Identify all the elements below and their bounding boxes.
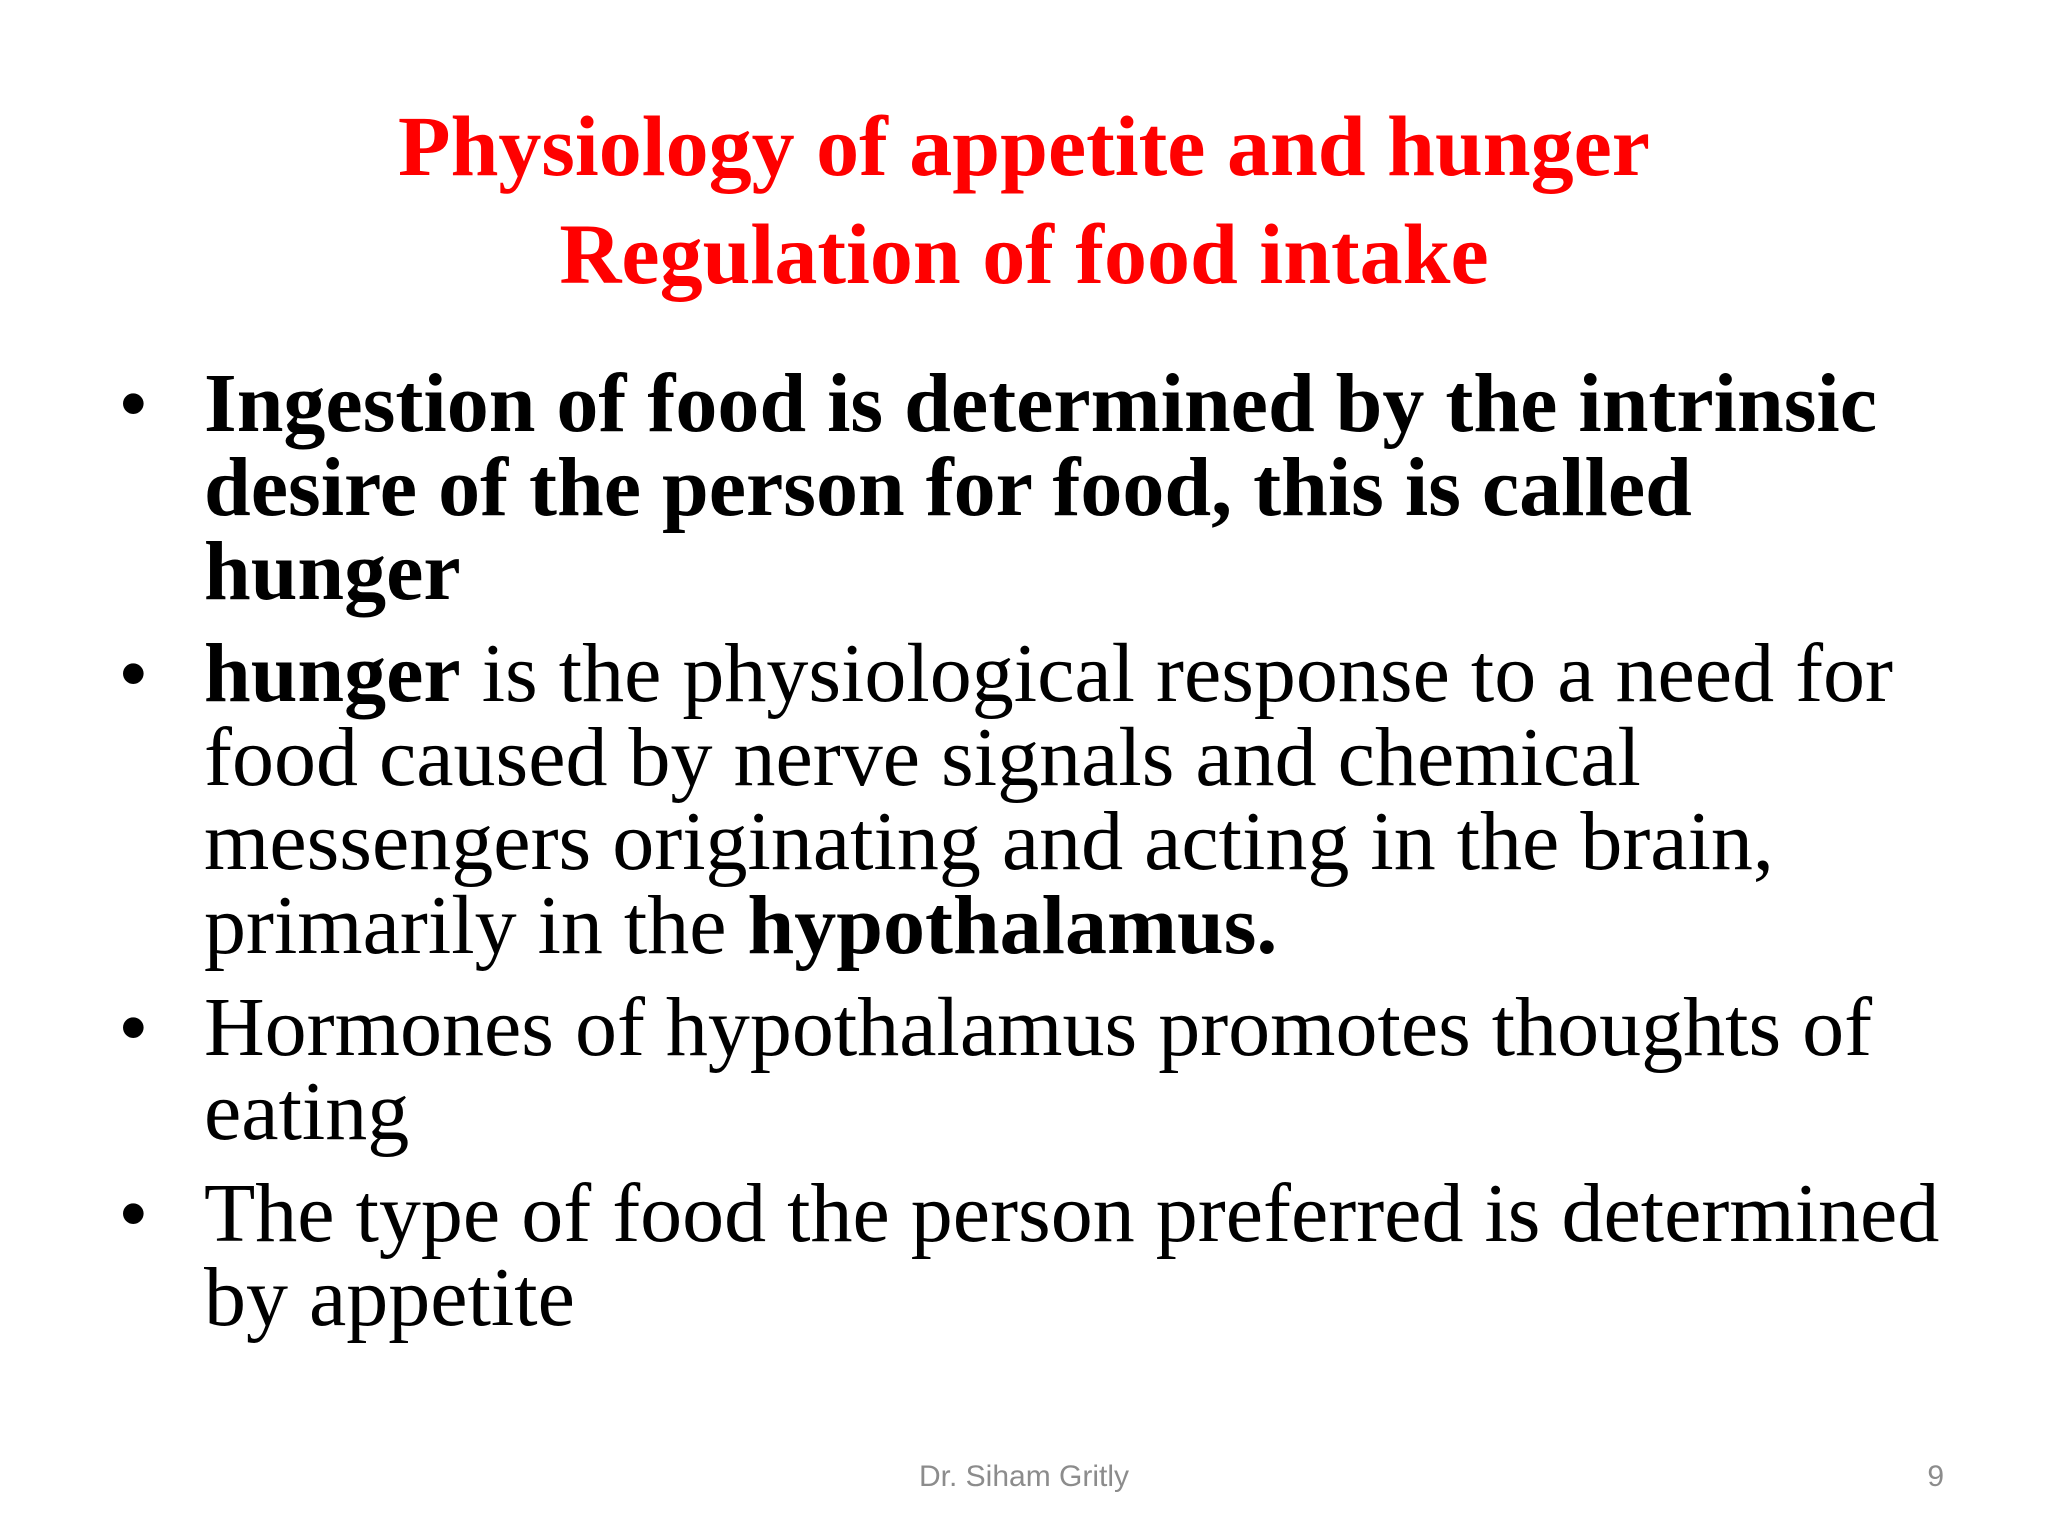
bullet-2-bold-tail: hypothalamus. xyxy=(747,879,1278,972)
title-line-1: Physiology of appetite and hunger xyxy=(398,98,1650,194)
bullet-2-bold-lead: hunger xyxy=(204,627,461,720)
bullet-item-3 xyxy=(120,981,1960,1158)
bullet-text-4: The type of food the person preferred is determined by appetite xyxy=(204,1167,1940,1344)
bullet-icon: • xyxy=(120,361,147,446)
bullet-item-1 xyxy=(120,357,1960,618)
bullet-item-4 xyxy=(120,1167,1960,1344)
bullet-2-text: is the physiological response to a need for food caused by nerve signals and chemical messengers originating and acting in the brain, primarily in the xyxy=(204,627,1894,972)
bullet-item-2 xyxy=(120,627,1960,972)
slide-title xyxy=(0,92,2048,308)
bullet-text-1: Ingestion of food is determined by the intrinsic desire of the person for food, this is called hunger xyxy=(204,357,1878,618)
bullet-text-3: Hormones of hypothalamus promotes thoughts of eating xyxy=(204,981,1873,1158)
title-line-2: Regulation of food intake xyxy=(559,206,1489,302)
page-number: 9 xyxy=(1927,1460,1944,1493)
footer-author: Dr. Siham Gritly xyxy=(918,1460,1130,1493)
bullet-list xyxy=(120,357,1960,1358)
bullet-icon: • xyxy=(120,631,147,716)
bullet-icon: • xyxy=(120,1171,147,1256)
bullet-icon: • xyxy=(120,985,147,1070)
